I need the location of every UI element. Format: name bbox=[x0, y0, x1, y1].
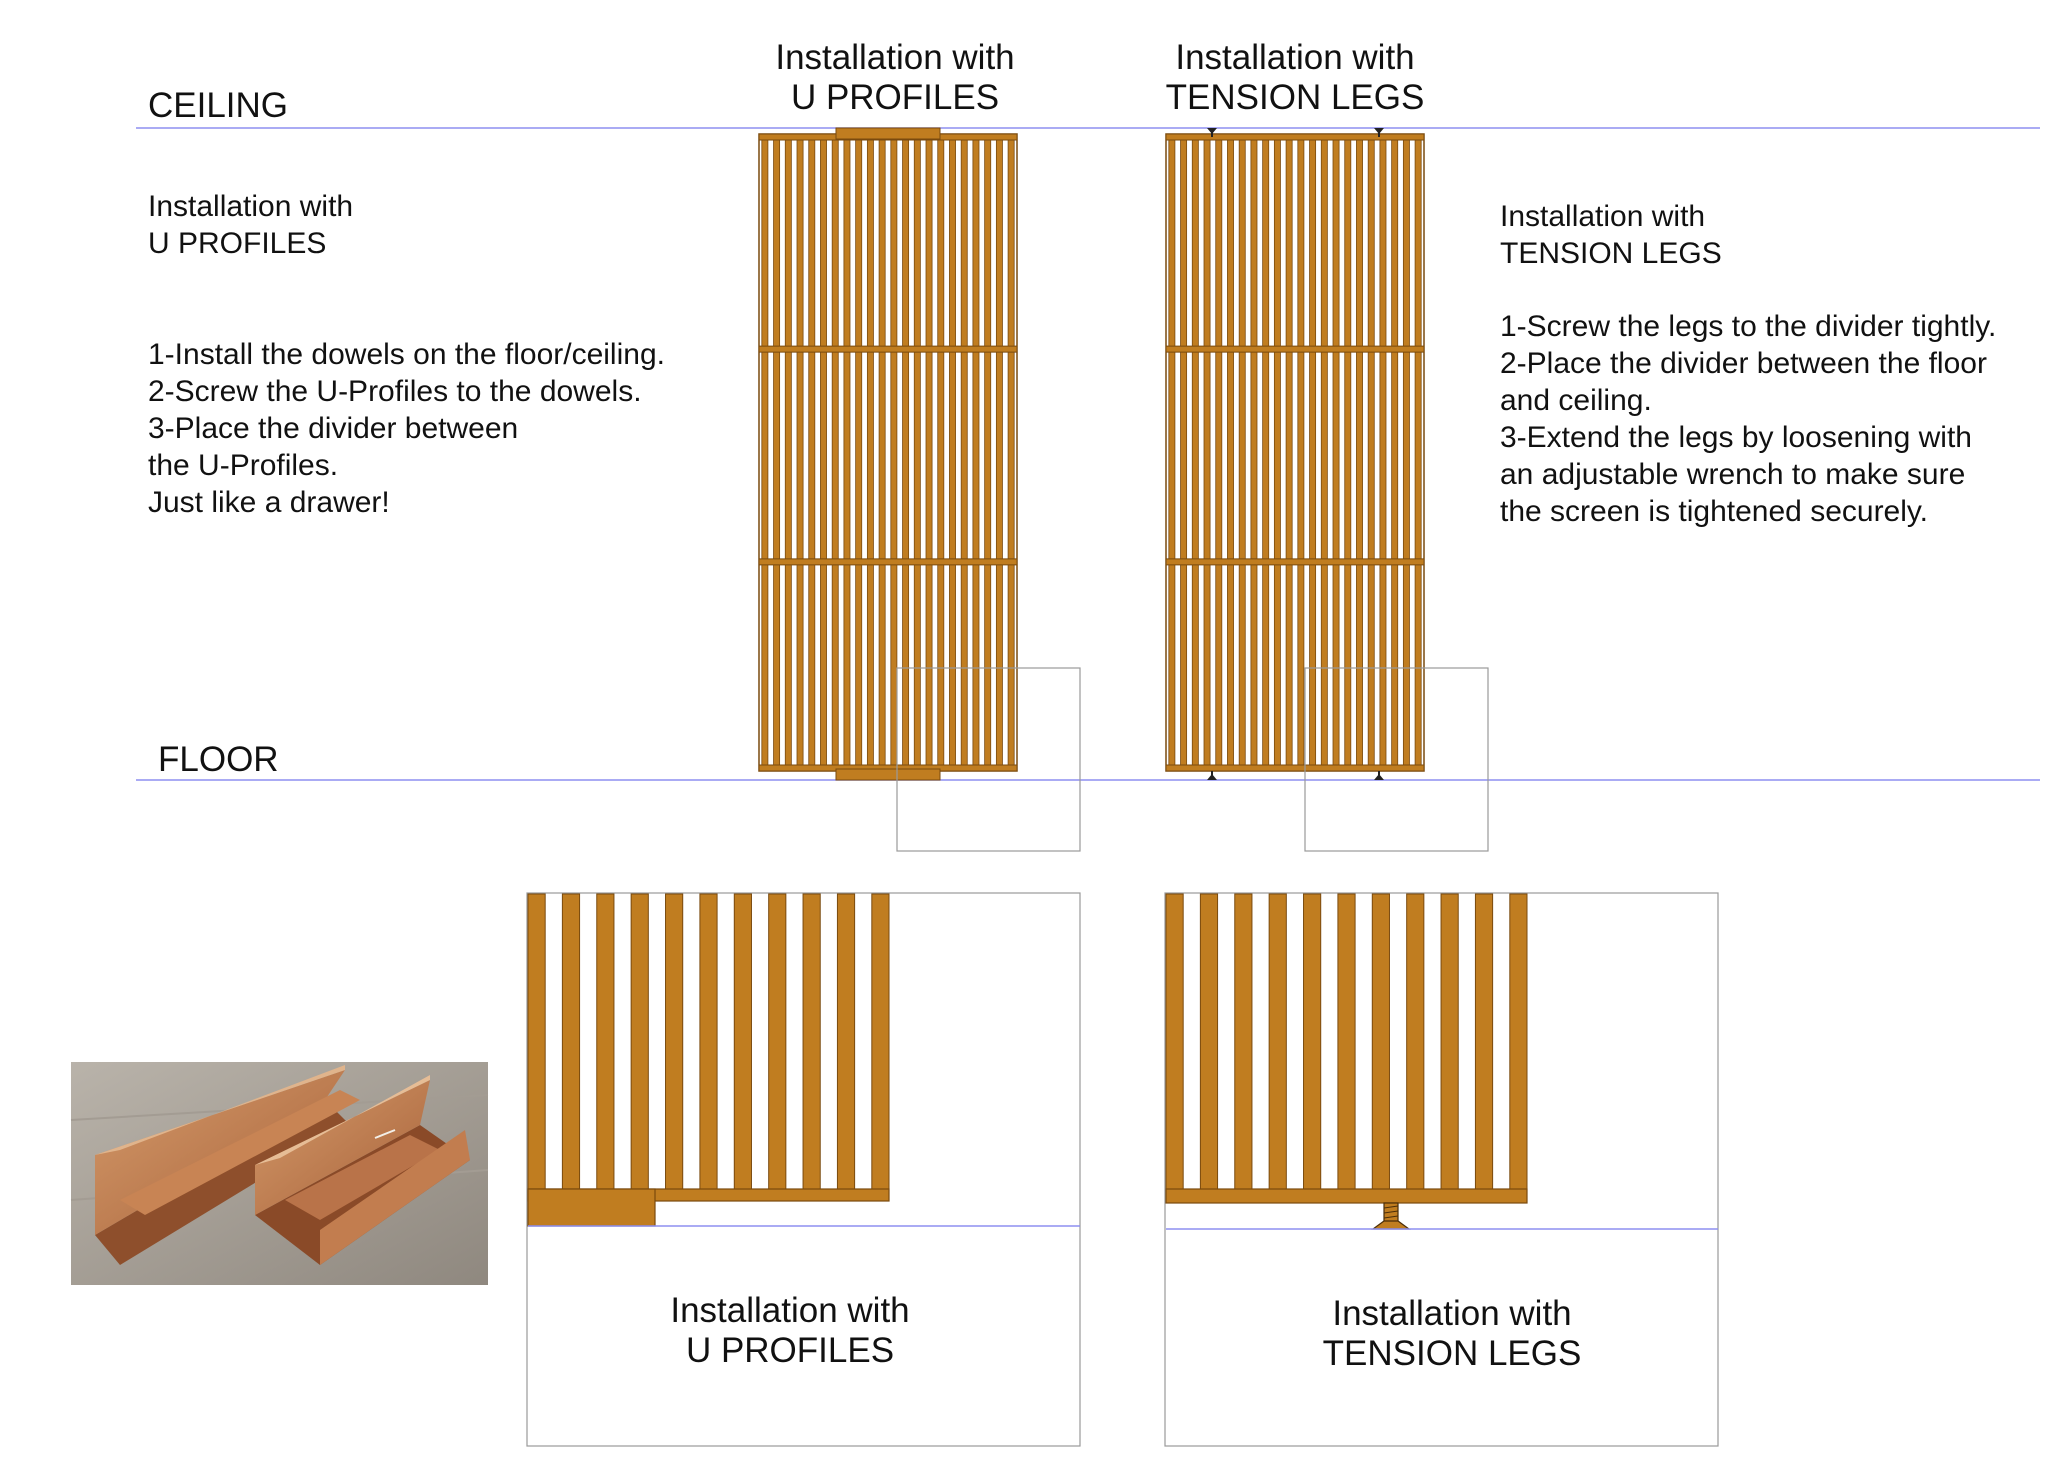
panel-slat bbox=[856, 134, 862, 771]
panel-slat bbox=[926, 134, 932, 771]
panel-rail bbox=[759, 346, 1017, 352]
panel-slat bbox=[1333, 134, 1339, 771]
panel-slat bbox=[1345, 134, 1351, 771]
panel-slat bbox=[809, 134, 815, 771]
panel-slat bbox=[1181, 134, 1187, 771]
panel-slat bbox=[1310, 134, 1316, 771]
panel-slat bbox=[891, 134, 897, 771]
detail-slat bbox=[562, 894, 579, 1189]
panel-slat bbox=[1392, 134, 1398, 771]
detail-slat bbox=[631, 894, 648, 1189]
detail-slat bbox=[1338, 894, 1355, 1189]
detail-caption-tension-legs: Installation with TENSION LEGS bbox=[1322, 1294, 1582, 1373]
detail-slats-tension-legs bbox=[1166, 894, 1527, 1203]
panel-slat bbox=[774, 134, 780, 771]
panel-rail bbox=[1166, 346, 1424, 352]
panel-slat bbox=[985, 134, 991, 771]
panel-slat bbox=[1298, 134, 1304, 771]
panel-rail bbox=[759, 559, 1017, 565]
panel-slat bbox=[973, 134, 979, 771]
panel-rail bbox=[1166, 765, 1424, 771]
detail-slat bbox=[1235, 894, 1252, 1189]
panel-slat bbox=[1274, 134, 1280, 771]
panel-slat bbox=[844, 134, 850, 771]
u-profile-bottom bbox=[836, 769, 940, 780]
detail-slat bbox=[1269, 894, 1286, 1189]
panel-slat bbox=[1415, 134, 1421, 771]
tension-legs-steps: 1-Screw the legs to the divider tightly. 2-Place the divider between the floor and ceiling. 3-Extend the legs by loosening with an adjustable wrench to make sure the screen is tightened securely. bbox=[1500, 310, 1997, 528]
floor-label: FLOOR bbox=[158, 740, 279, 779]
panel-slat bbox=[762, 134, 768, 771]
panel-slat bbox=[1368, 134, 1374, 771]
panel-slat bbox=[949, 134, 955, 771]
panel-rail bbox=[1166, 134, 1424, 140]
panel-slat bbox=[1227, 134, 1233, 771]
u-profiles-heading: Installation with U PROFILES bbox=[148, 190, 354, 260]
wooden-u-profile-photo bbox=[71, 1062, 488, 1285]
panel-slat bbox=[903, 134, 909, 771]
panel-slat bbox=[1321, 134, 1327, 771]
panel-slat bbox=[1403, 134, 1409, 771]
divider-panel-u-profiles bbox=[759, 134, 1017, 771]
panel-slat bbox=[1380, 134, 1386, 771]
panel-slat bbox=[879, 134, 885, 771]
ceiling-label: CEILING bbox=[148, 86, 289, 125]
detail-slat bbox=[837, 894, 854, 1189]
detail-slat bbox=[1510, 894, 1527, 1189]
panel-slat bbox=[867, 134, 873, 771]
detail-caption-u-profiles: Installation with U PROFILES bbox=[670, 1291, 910, 1370]
panel-slat bbox=[785, 134, 791, 771]
detail-slat bbox=[734, 894, 751, 1189]
detail-slat bbox=[803, 894, 820, 1189]
detail-u-profile-block bbox=[528, 1189, 655, 1226]
panel-slat bbox=[1239, 134, 1245, 771]
panel-slat bbox=[797, 134, 803, 771]
panel-slat bbox=[832, 134, 838, 771]
u-profiles-steps: 1-Install the dowels on the floor/ceiling. 2-Screw the U-Profiles to the dowels. 3-Place the divider between the U-Profiles. Just like a drawer! bbox=[148, 338, 665, 519]
panel-slat bbox=[1356, 134, 1362, 771]
detail-slat bbox=[1441, 894, 1458, 1189]
panel-slat bbox=[1008, 134, 1014, 771]
detail-slat bbox=[597, 894, 614, 1189]
panel-slat bbox=[1192, 134, 1198, 771]
tension-leg-bottom-right bbox=[1374, 771, 1384, 780]
detail-slat bbox=[1166, 894, 1183, 1189]
column-title-u-profiles: Installation with U PROFILES bbox=[775, 38, 1015, 117]
detail-slat bbox=[769, 894, 786, 1189]
detail-slat bbox=[1304, 894, 1321, 1189]
detail-bottom-rail bbox=[1166, 1189, 1527, 1203]
detail-slat bbox=[1407, 894, 1424, 1189]
detail-slat bbox=[1372, 894, 1389, 1189]
detail-slat bbox=[1475, 894, 1492, 1189]
panel-rail bbox=[1166, 559, 1424, 565]
tension-leg-bottom-left bbox=[1207, 771, 1217, 780]
panel-slat bbox=[1286, 134, 1292, 771]
detail-slats-u-profiles bbox=[528, 894, 889, 1201]
panel-slat bbox=[961, 134, 967, 771]
panel-slat bbox=[1216, 134, 1222, 771]
detail-tension-leg-screw bbox=[1373, 1203, 1409, 1229]
panel-slat bbox=[1251, 134, 1257, 771]
detail-slat bbox=[1200, 894, 1217, 1189]
detail-slat bbox=[666, 894, 683, 1189]
panel-slat bbox=[1263, 134, 1269, 771]
column-title-tension-legs: Installation with TENSION LEGS bbox=[1165, 38, 1425, 117]
panel-slat bbox=[914, 134, 920, 771]
panel-slat bbox=[1204, 134, 1210, 771]
divider-panel-tension-legs bbox=[1166, 134, 1424, 771]
panel-slat bbox=[938, 134, 944, 771]
u-profile-top bbox=[836, 128, 940, 139]
detail-slat bbox=[700, 894, 717, 1189]
panel-slat bbox=[1169, 134, 1175, 771]
panel-slat bbox=[820, 134, 826, 771]
tension-legs-heading: Installation with TENSION LEGS bbox=[1500, 200, 1722, 270]
detail-slat bbox=[528, 894, 545, 1189]
panel-slat bbox=[996, 134, 1002, 771]
detail-slat bbox=[872, 894, 889, 1189]
